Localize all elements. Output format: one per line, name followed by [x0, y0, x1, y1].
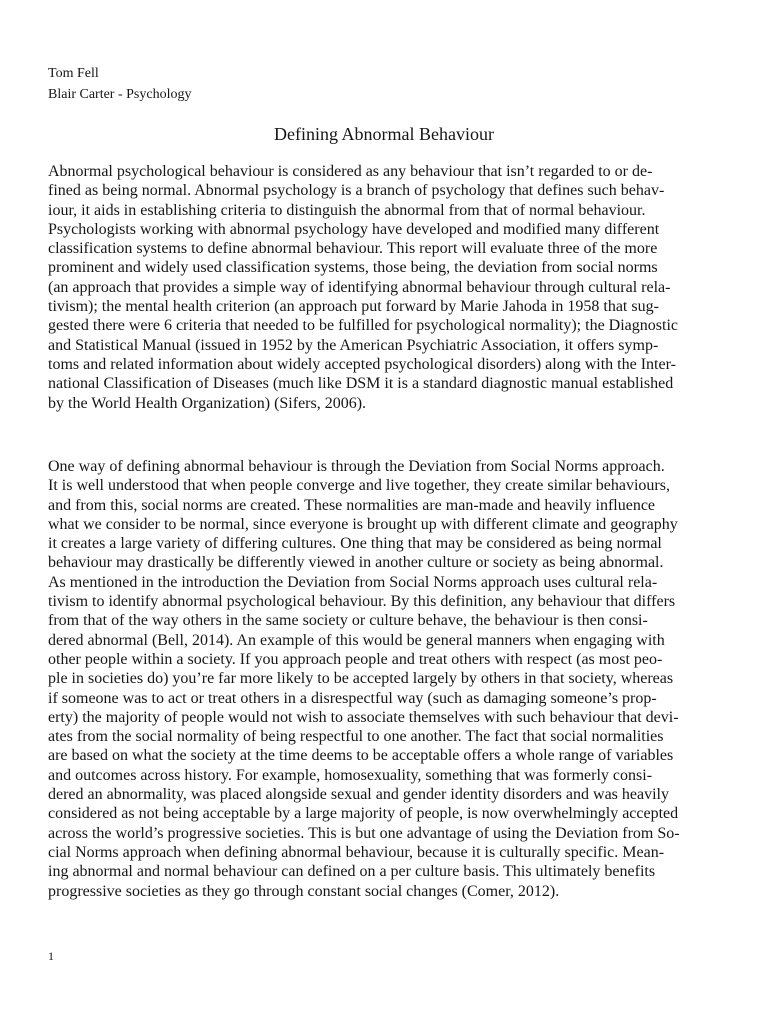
text-line: across the world’s progressive societies. This is but one advantage of using the Deviation from So- — [48, 824, 680, 842]
text-line: behaviour may drastically be differently viewed in another culture or society as being abnormal. — [48, 554, 664, 572]
text-line: ing abnormal and normal behaviour can defined on a per culture basis. This ultimately benefits — [48, 863, 656, 881]
text-line: considered as not being acceptable by a large majority of people, is now overwhelmingly accepted — [48, 805, 679, 823]
text-line: erty) the majority of people would not wish to associate themselves with such behaviour that devi- — [48, 708, 679, 726]
document-header — [48, 63, 191, 105]
text-line: As mentioned in the introduction the Deviation from Social Norms approach uses cultural rela- — [48, 573, 658, 591]
course-name: Blair Carter - Psychology — [48, 87, 192, 102]
text-line: and Statistical Manual (issued in 1952 by the American Psychiatric Association, it offers symp- — [48, 336, 659, 354]
paragraph-introduction — [48, 162, 713, 413]
text-line: One way of defining abnormal behaviour is through the Deviation from Social Norms approach. — [48, 458, 665, 475]
text-line: fined as being normal. Abnormal psychology is a branch of psychology that defines such behav- — [48, 182, 665, 200]
text-line: dered abnormal (Bell, 2014). An example of this would be general manners when engaging with — [48, 631, 665, 649]
text-line: other people within a society. If you approach people and treat others with respect (as most peo- — [48, 650, 663, 668]
text-line: ple in societies do) you’re far more likely to be accepted largely by others in that society, whereas — [48, 670, 674, 688]
text-line: (an approach that provides a simple way of identifying abnormal behaviour through cultural rela- — [48, 278, 671, 296]
text-line: and from this, social norms are created. These normalities are man-made and heavily influence — [48, 496, 656, 514]
page-number: 1 — [48, 949, 54, 963]
text-line: progressive societies as they go through constant social changes (Comer, 2012). — [48, 882, 560, 900]
text-line: tivism); the mental health criterion (an approach put forward by Marie Jahoda in 1958 that sug- — [48, 298, 659, 316]
text-line: gested there were 6 criteria that needed to be fulfilled for psychological normality); the Diagnostic — [48, 317, 678, 335]
text-line: Abnormal psychological behaviour is considered as any behaviour that isn’t regarded to or de- — [48, 163, 653, 180]
text-line: are based on what the society at the time deems to be acceptable offers a whole range of variables — [48, 747, 674, 765]
text-line: It is well understood that when people converge and live together, they create similar behaviours, — [48, 477, 670, 495]
text-line: what we consider to be normal, since everyone is brought up with different climate and geography — [48, 515, 678, 533]
text-line: prominent and widely used classification systems, those being, the deviation from social norms — [48, 259, 658, 277]
text-line: iour, it aids in establishing criteria to distinguish the abnormal from that of normal behaviour. — [48, 201, 646, 219]
text-line: tivism to identify abnormal psychological behaviour. By this definition, any behaviour that differs — [48, 593, 676, 611]
text-line: dered an abnormality, was placed alongside sexual and gender identity disorders and was heavily — [48, 786, 669, 804]
text-line: by the World Health Organization) (Sifers, 2006). — [48, 394, 367, 412]
paragraph-social-norms — [48, 457, 713, 901]
text-line: if someone was to act or treat others in a disrespectful way (such as damaging someone’s prop- — [48, 689, 657, 707]
text-line: cial Norms approach when defining abnormal behaviour, because it is culturally specific. Mean- — [48, 843, 665, 861]
text-line: classification systems to define abnormal behaviour. This report will evaluate three of the more — [48, 240, 658, 258]
text-line: and outcomes across history. For example, homosexuality, something that was formerly consi- — [48, 766, 653, 784]
text-line: ates from the social normality of being respectful to one another. The fact that social normalities — [48, 728, 664, 746]
author-name: Tom Fell — [48, 66, 99, 81]
text-line: from that of the way others in the same society or culture behave, the behaviour is then consi- — [48, 612, 648, 630]
text-line: toms and related information about widely accepted psychological disorders) along with the Inter- — [48, 355, 676, 373]
text-line: it creates a large variety of differing cultures. One thing that may be considered as being normal — [48, 535, 662, 553]
text-line: national Classification of Diseases (much like DSM it is a standard diagnostic manual established — [48, 375, 674, 393]
document-title: Defining Abnormal Behaviour — [274, 124, 494, 144]
text-line: Psychologists working with abnormal psychology have developed and modified many different — [48, 220, 660, 238]
